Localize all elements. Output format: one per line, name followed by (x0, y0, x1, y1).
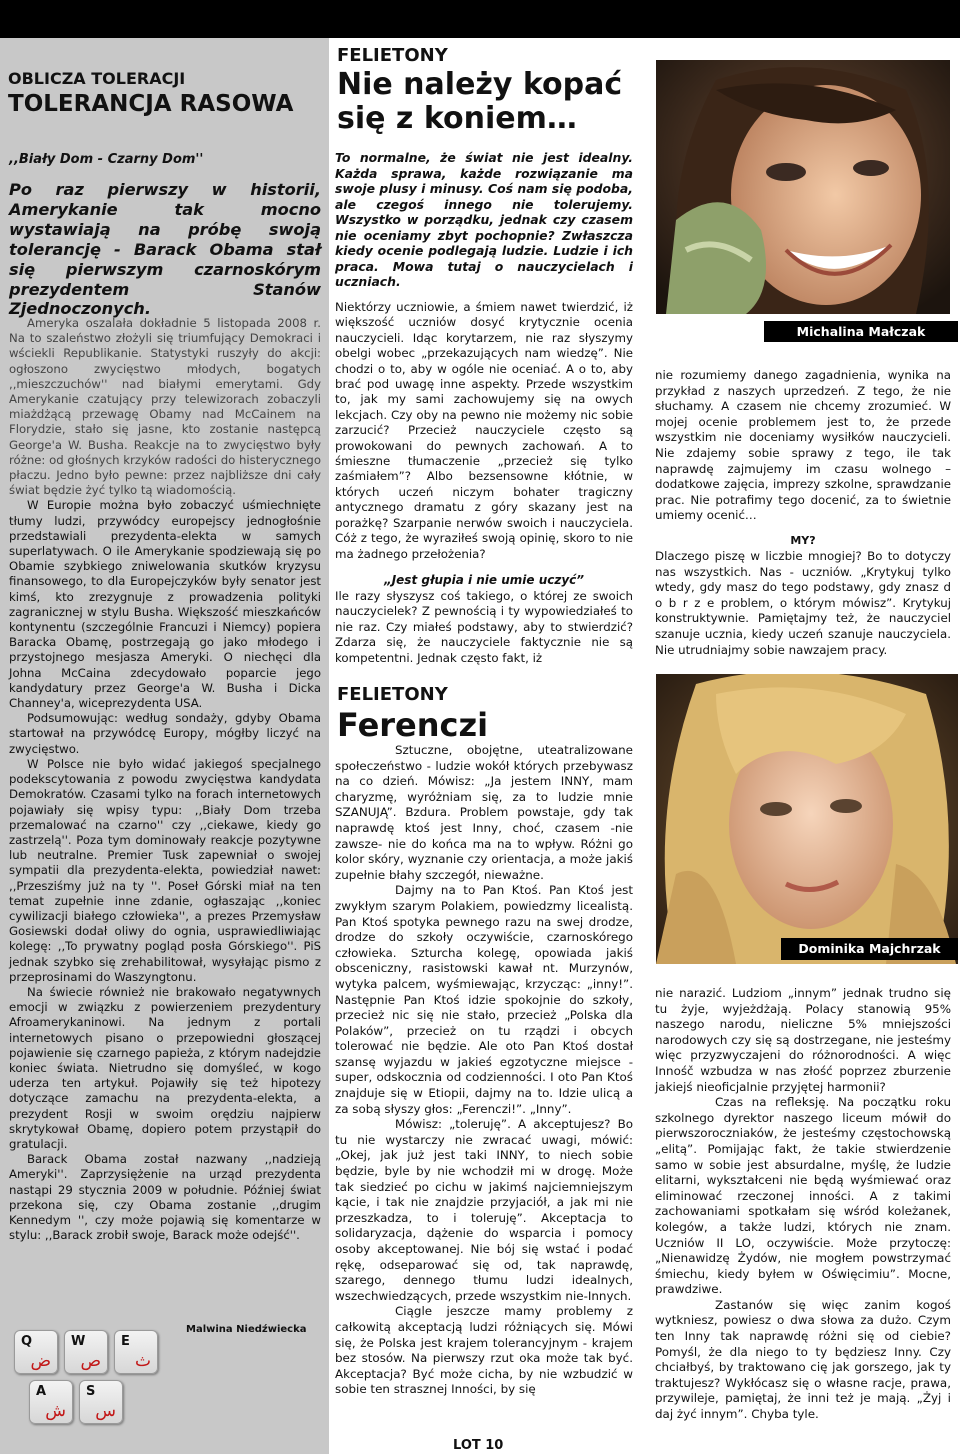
article-title (337, 68, 622, 136)
key-e: E ث (114, 1330, 158, 1374)
paragraph: Sztuczne, obojętne, uteatralizowane społeczeństwo - ludzie wokół których przebywasz na co dzień. Mówisz: „Ja jestem INNY, mam charyzmę, wyróżniam się, za to ludzie mnie SZANUJĄ”. Bzdura. Problem powstaje, gdy tak naprawdę ktoś jest Inny, choć, czasem -nie zawsze- nie do końca ma na to wpływ. Różni go kolor skóry, wyznanie czy orientacja, a może jakiś zupełnie błahy szczegół, nieważne. (335, 743, 633, 882)
page-footer: LOT 10 (453, 1438, 504, 1453)
paragraph: Ameryka oszalała dokładnie 5 listopada 2008 r. Na to szaleństwo złożyli się triumfujący Demokraci i wściekli Republikanie. Statystyki ruszyły do akcji: ogłoszono zwycięstwo młodych, bogatych ,,mieszczuchów'' nad białymi emerytami. Gdy Amerykanie czatujący przy telewizorach zobaczyli miażdżącą przewagę Obamy nad McCainem na Florydzie, stało się jasne, kto zostanie następcą George'a W. Busha. Reakcje na to zwycięstwo były różne: od głośnych krzyków radości do histerycznego płaczu. Jedno było pewne: przez najbliższe dni cały świat będzie żyć tylko tą wiadomością. (9, 316, 321, 498)
author-name: Malwina Niedźwiecka (186, 1324, 307, 1335)
paragraph: W Polsce nie było widać jakiegoś specjalnego podekscytowania z powodu zwycięstwa kandydata Demokratów. Czasami tylko na forach internetowych pojawiały się wpisy typu: ,,Biały Dom trzeba przemalować na czarno'' czy ,,ciekawe, kiedy go zastrzelą''. Poza tym dominowały reakcje pozytywne lub neutralne. Premier Tusk zapewniał o swojej sympatii dla prezydenta-elekta, powiedział nawet: ,,Przesziśmy już na ty ''. Poseł Górski miał na ten temat zupełnie inne zdanie, ogłaszając ,,koniec cywilizacji białego człowieka'', a prezes Przemysław Gosiewski dodał oliwy do ognia, usprawiedliwiając kolegę: ,,To prywatny pogląd posła Górskiego''. PiS jednak szybko się zrehabilitował, wysyłając pismo z przeprosinami do Waszyngtonu. (9, 756, 321, 984)
paragraph: Zastanów się więc zanim kogoś wytkniesz, powiesz o dwa słowa za dużo. Czym ten Inny tak naprawdę różni się od ciebie? Pomyśl, że dla niego to ty będziesz Inny. Czy chciałbyś, by traktowano cię jak gorszego, jak ty traktujesz? Wykłócasz się o własne racje, prawa, przywileje, pamiętaj, że inni też je mają. „Żyj i daj żyć innym”. Chyba tyle. (655, 1297, 951, 1422)
paragraph: W Europie można było zobaczyć uśmiechnięte tłumy ludzi, przywódcy europejscy jednogłośnie przedstawiali prezydenta-elekta w samych superlatywach. O ile Amerykanie spodziewają się po Obamie szybkiego zniwelowania skutków kryzysu finansowego, to dla Europejczyków były senator jest kimś, kto zrezygnuje z prowadzenia polityki zagranicznej w stylu Busha. Większość mieszkańców kontynentu (szczególnie Francuzi i Niemcy) popiera Baracka Obamę, postrzegają go jako młodego i przystojnego mesjasza Ameryki. O niechęci dla Johna McCaina zdecydowało poparcie jego kandydatury przez George'a W. Busha i Dicka Channey'a, wiceprezydenta USA. (9, 498, 321, 711)
paragraph: Czas na refleksję. Na początku roku szkolnego dyrektor naszego liceum mówił do pierwszoroczniaków, że jesteśmy częstochowską „elitą”. Pomijając fakt, że takie stwierdzenie samo w sobie jest absurdalne, myślę, że ludzie elitarni, wykształceni nie będą wyśmiewać oraz eliminować rzeczonej inności. A z takimi zachowaniami spotkałam się wśród koleżanek, kolegów, a także ludzi, których nie znam. Uczniów II LO, oczywiście. Może przytoczę: „Nienawidzę Żydów, nie mogłem powstrzymać śmiechu, kiedy byłem w Oświęcimiu”. Mocne, prawdziwe. (655, 1095, 951, 1297)
key-a: A ش (29, 1380, 73, 1424)
article-intro: To normalne, że świat nie jest idealny. Każda sprawa, każde rozwiązanie ma swoje plusy i minusy. Coś nam się podoba, ale czegoś innego nie tolerujemy. Wszystko w porządku, jednak czy czasem nie oceniamy zbyt pochopnie? Zwłaszcza kiedy ocenie podlegają ludzie. Ludzie i ich praca. Mowa tutaj o nauczycielach i uczniach. (335, 150, 633, 289)
keyboard-keys-illustration (10, 1324, 160, 1452)
article-body (335, 743, 633, 1398)
article-body (655, 986, 951, 1423)
paragraph: nie narazić. Ludziom „innym” jednak trudno się tu żyje, wyjeżdżają. Polacy stanowią 95% naszego narodu, nieliczne 5% mniejszości narodowych czy się są dostrzegane, nie jesteśmy więc przyzwyczajeni do różnorodności. A więc Innośč wzbudza w nas złość poprzez zburzenie jakiejś nieoficjalnie przyjętej harmonii? (655, 986, 951, 1094)
key-s: S س (79, 1380, 123, 1424)
photo-smiling-girl (656, 60, 950, 314)
subheading: „Jest głupia i nie umie uczyć” (383, 573, 585, 587)
subheading: MY? (790, 534, 816, 547)
paragraph: Na świecie również nie brakowało negatywnych emocji w związku z powierzeniem prezydentury Afroamerykaninowi. Na jednym z portali internetowych pisano o przepowiedni głoszącej pojawienie się czarnego papieża, z którym nadejdzie koniec świata. Nietrudno się domyśleć, w kogo uderza ten artykuł. Pojawiły się też hipotezy dotyczące zamachu na prezydenta-elekta, a prezydent Rosji w swoim orędziu najpierw skrytykował Obamę, dopiero potem przystąpił do gratulacji. (9, 984, 321, 1151)
portrait-image (656, 60, 950, 314)
photo-caption: Michalina Małczak (764, 321, 958, 342)
paragraph: Ile razy słyszysz coś takiego, o której ze swoich nauczycielek? Z pewnością i ty wypowiedziałeś to nie raz. Czy miałeś podstawy, aby to stwierdzić? Zdarza się, że nauczyciele faktycznie nie są kompetentni. Jednak często fakt, iż (335, 589, 633, 665)
section-title: FELIETONY (337, 45, 448, 66)
article-body (335, 300, 633, 562)
top-black-bar (0, 0, 960, 38)
article-intro: Po raz pierwszy w historii, Amerykanie tak mocno wystawiają na próbę swoją tolerancję - Barack Obama stał się pierwszym czarnoskórym prezydentem Stanów Zjednoczonych. (9, 180, 321, 319)
paragraph: nie rozumiemy danego zagadnienia, wynika na przykład z naszych uprzedzeń. Z tego, że nie słuchamy. A czasem nie chcemy zrozumieć. W mojej ocenie problemem jest to, że przede wszystkim nie doceniamy wysiłków nauczycieli. Nie zdajemy sobie sprawy z tego, ile tak naprawdę zajmujemy im czasu wolnego – dodatkowe zajęcia, imprezy szkolne, sprawdzanie prac. Nie potrafimy tego docenić, za to świetnie umiemy ocenić… (655, 368, 951, 523)
section-title: OBLICZA TOLERACJI (8, 69, 186, 88)
title-line: się z koniem… (337, 101, 577, 136)
paragraph: Niektórzy uczniowie, a śmiem nawet twierdzić, iż większość uczniów dosyć krytycznie ocenia nauczycieli. Idąc korytarzem, nie raz słyszymy obelgi wobec „przekazujących nam wiedzę”. Nie chodzi o to, aby w ogóle nie oceniać. A o to, aby brać pod uwagę inne aspekty. Przede wszystkim to, jak my sami zachowujemy się na owych lekcjach. Czy oby na pewno nie możemy nic sobie zarzucić? Przecież nauczyciele często są prowokowani do pewnych zachowań. A to śmieszne tłumaczenie „przecież się tylko zaśmiałem”? Albo bezsensowne kłótnie, w których uczeń niczym bohater tragiczny antycznego dramatu z góry skazany jest na porażkę? Szarpanie nerwów swoich i nauczyciela. Cóż z tego, że wyraziłeś swoją opinię, skoro to nie ma żadnego przełożenia? (335, 300, 633, 561)
paragraph: Barack Obama został nazwany ,,nadzieją Ameryki''. Zaprzysiężenie na urząd prezydenta nastąpi 29 stycznia 2009 w południe. Później świat przekona się, czy Obama zostanie ,,drugim Kennedym '', czy może pojawią się komentarze w stylu: ,,Barack zrobił swoje, Barack może odejść''. (9, 1152, 321, 1243)
paragraph: Dlaczego piszę w liczbie mnogiej? Bo to dotyczy nas wszystkich. Nas - uczniów. „Krytykuj tylko wtedy, gdy masz do tego podstawy, gdy znasz d o b r z e problem, o którym mówisz”. Krytykuj konstruktywnie. Pamiętajmy też, że nauczyciel szanuje ucznia, kiedy uczeń szanuje nauczyciela. Nie utrudniajmy sobie nawzajem pracy. (655, 549, 951, 657)
article-body (9, 316, 321, 1243)
left-column (0, 38, 329, 1454)
article-title: TOLERANCJA RASOWA (8, 91, 294, 117)
photo-caption: Dominika Majchrzak (781, 938, 958, 960)
paragraph: Mówisz: „toleruję”. A akceptujesz? Bo tu nie wystarczy nie zwracać uwagi, mówić: „Okej, jak już jest taki INNY, to niech sobie będzie, byle by nie wchodził mi w drogę. Może tak siedzieć po cichu w jakimś najciemniejszym kącie, i tak nie znajdzie przyjaciół, a jak mi nie przeszkadza, to i toleruję”. Akceptacja to solidaryzacja, dążenie do wsparcia i pomocy osoby akceptowanej. Nie bój się wstać i podać rękę, odseparować się od, tak naprawdę, szarego, dennego tłumu ludzi idealnych, wszechwiedzących, przede wszystkim nie-Innych. (335, 1117, 633, 1303)
paragraph: Podsumowując: według sondaży, gdyby Obama startował na przywódcę Europy, mógłby liczyć na zwycięstwo. (9, 711, 321, 756)
key-q: Q ض (14, 1330, 58, 1374)
photo-blonde-girl (656, 674, 958, 964)
article-title: Ferenczi (337, 706, 489, 744)
paragraph: Dajmy na to Pan Ktoś. Pan Ktoś jest zwykłym szarym Polakiem, powiedzmy licealistą. Pan Ktoś spotyka pewnego razu na swej drodze, drodze do szkoły oczywiście, czarnoskórego człowieka. Szturcha kolegę, opowiada jakiś obsceniczny, rasistowski kawał nt. Murzynów, wytyka palcem, wyśmiewając, krzycząc: „inny!”. Następnie Pan Ktoś idzie spokojnie do szkoły, przecież nic się nie stało, przecież „Polska dla Polaków”, przecież on tu rządzi i obcych tolerować nie będzie. Ale oto Pan Ktoś dostał szansę wyjazdu w jakieś egzotyczne miejsce - super, odskocznia od codzienności. I oto Pan Ktoś znajduje się w Etiopii, dajmy na to. Idzie ulicą a za sobą słyszy głos: „Ferenczi!”. „Inny”. (335, 883, 633, 1116)
key-w: W ص (64, 1330, 108, 1374)
middle-column (329, 38, 639, 1454)
right-column (639, 38, 960, 1454)
title-line: Nie należy kopać (337, 67, 623, 102)
article-lead: ,,Biały Dom - Czarny Dom'' (9, 152, 204, 167)
portrait-image (656, 674, 958, 964)
paragraph: Ciągle jeszcze mamy problemy z całkowitą akceptacją ludzi różniących się. Mówi się, że Polska jest krajem tolerancyjnym - krajem bez stosów. Na pierwszy rzut oka może tak być. Akceptacja? Być może cicha, by nie wzbudzić w sobie ten strasznej Inności, by się (335, 1304, 633, 1397)
section-title: FELIETONY (337, 684, 448, 705)
